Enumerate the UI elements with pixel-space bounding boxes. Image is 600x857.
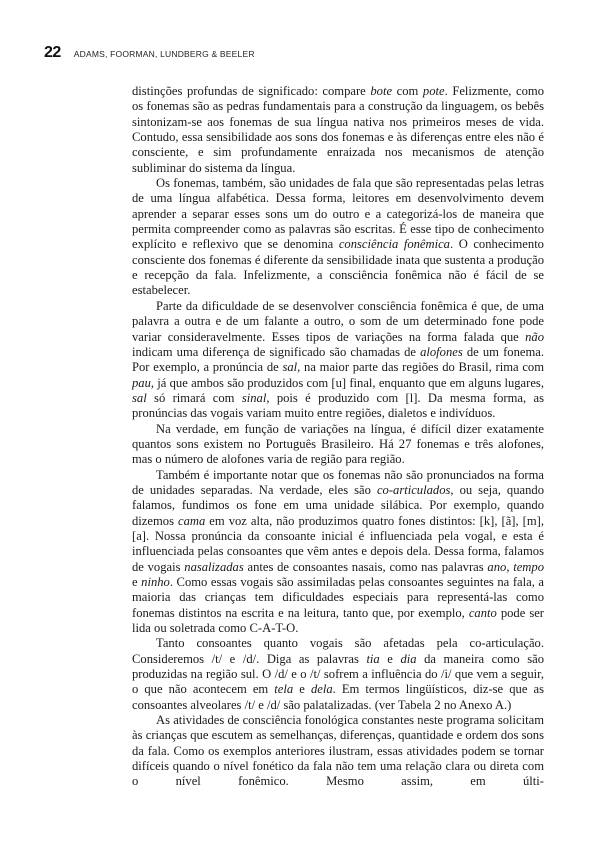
text-run: Parte da dificuldade de se desenvolver consciência fonêmica é que, de uma palavra a outra e de um falante a outro, o som de um determinado fone pode variar consideravelmente. Esses tipos de variações na forma falada que (132, 298, 544, 344)
italic-term: ninho (141, 575, 170, 589)
text-run: com (392, 84, 423, 98)
text-run: , ou seja, quando falamos, fundimos os fone em uma unidade silábica. Por exemplo, quando dizemos (132, 482, 545, 528)
italic-term: co-articulados (376, 482, 451, 497)
running-head: ADAMS, FOORMAN, LUNDBERG & BEELER (73, 49, 255, 59)
text-run: Os fonemas, também, são unidades de fala que são representadas pelas letras de uma língua alfabética. Dessa forma, leitores em desenvolvimento devem aprender a separar esses sons um do outro e a categorizá-los de maneira que permita compreender como as palavras são escritas. É esse tipo de conhecimento explícito e reflexivo que se denomina (132, 176, 544, 252)
italic-term: não (525, 329, 544, 344)
italic-term: sinal (241, 390, 267, 405)
italic-term: sal (132, 390, 147, 405)
text-run: e (132, 575, 142, 589)
text-run: da maneira como são produzidas na região sul. O /d/ e o /t/ sofrem a influência do /i/ que vem a seguir, o que não acontecem em (132, 651, 544, 697)
paragraph (132, 84, 544, 176)
paragraph (132, 299, 544, 422)
text-run: e (293, 682, 311, 697)
italic-term: tia (366, 651, 380, 666)
paragraph (132, 422, 544, 468)
italic-term: alofones (420, 344, 463, 359)
italic-term: dia (400, 651, 417, 666)
text-run: . Como essas vogais são assimiladas pelas consoantes seguintes na fala, a maioria das crianças tem dificuldades especiais para representá-las como fonemas distintos na escrita e na leitura, tanto que, por exemplo, (132, 575, 544, 620)
text-run: . Em termos lingüísticos, diz-se que as consoantes alveolares /t/ e /d/ são palatalizadas. (ver Tabela 2 no Anexo A.) (132, 682, 544, 712)
text-run: indicam uma diferença de significado são chamadas de (132, 344, 421, 359)
italic-term: canto (468, 605, 497, 620)
paragraph (132, 713, 544, 790)
text-run: antes de consoantes nasais, como nas palavras (243, 559, 488, 574)
text-run: só rimará com (146, 390, 242, 405)
text-run: Também é importante notar que os fonemas não são pronunciados na forma de unidades separadas. Na verdade, eles são (132, 467, 544, 497)
italic-term: sal (282, 360, 298, 375)
italic-term: pau (132, 375, 151, 390)
italic-term: tela (274, 682, 294, 697)
text-run: Tanto consoantes quanto vogais são afetadas pela co-articulação. Consideremos /t/ e /d/. Diga as palavras (132, 636, 544, 666)
italic-term: consciência fonêmica (338, 237, 450, 252)
text-run: em voz alta, não produzimos quatro fones distintos: [k], [ã], [m], [a]. Nossa pronúncia da consoante inicial é influenciada pela vogal, e esta é influenciada pelas consoantes que vêm antes e depois dela. Dessa forma, falamos de vogais (132, 513, 544, 574)
text-run: , pois é produzido com [l]. Da mesma forma, as pronúncias das vogais variam muito entre regiões, dialetos e indivíduos. (132, 390, 544, 421)
text-run: de um fonema. Por exemplo, a pronúncia de (132, 344, 544, 375)
paragraph (132, 176, 544, 299)
page-number: 22 (44, 44, 61, 61)
text-run: e (379, 651, 401, 666)
italic-term: ano, tempo (487, 559, 544, 574)
body-text (132, 84, 544, 790)
text-run: pode ser lida ou soletrada como C-A-T-O. (132, 605, 544, 636)
italic-term: pote (422, 84, 445, 98)
italic-term: cama (178, 513, 206, 528)
italic-term: bote (370, 84, 393, 98)
italic-term: dela (310, 682, 333, 697)
italic-term: nasalizadas (184, 559, 244, 574)
paragraph (132, 636, 544, 713)
text-run: , já que ambos são produzidos com [u] final, enquanto que em alguns lugares, (150, 375, 544, 390)
text-run: . Felizmente, como os fonemas são as pedras fundamentais para a construção da linguagem, os bebês sintonizam-se aos fonemas de sua língua nativa nos primeiros meses de vida. Contudo, essa sensibilidade aos sons dos fonemas e às diferenças entre eles não é consciente, e sim profundamente enraizada nos mecanismos de atenção subliminar do sistema da língua. (132, 84, 544, 175)
paragraph (132, 468, 544, 637)
page-header (44, 44, 255, 62)
text-run: , na maior parte das regiões do Brasil, rima com (297, 360, 544, 375)
text-run: . O conhecimento consciente dos fonemas é diferente da sensibilidade inata que sustenta a produção e recepção da fala. Infelizmente, a consciência fonêmica não é fácil de se estabelecer. (132, 237, 544, 298)
text-run: Na verdade, em função de variações na língua, é difícil dizer exatamente quantos sons existem no Português Brasileiro. Há 27 fonemas e três alofones, mas o número de alofones varia de região para região. (132, 421, 544, 467)
text-run: As atividades de consciência fonológica constantes neste programa solicitam às crianças que escutem as semelhanças, diferenças, quantidade e ordem dos sons da fala. Como os exemplos anteriores ilustram, essas atividades podem se tornar difíceis quando o nível fonético da fala não tem uma relação clara ou direta com o nível fonêmico. Mesmo assim, em últi- (132, 713, 544, 789)
text-run: distinções profundas de significado: compare (132, 84, 371, 98)
